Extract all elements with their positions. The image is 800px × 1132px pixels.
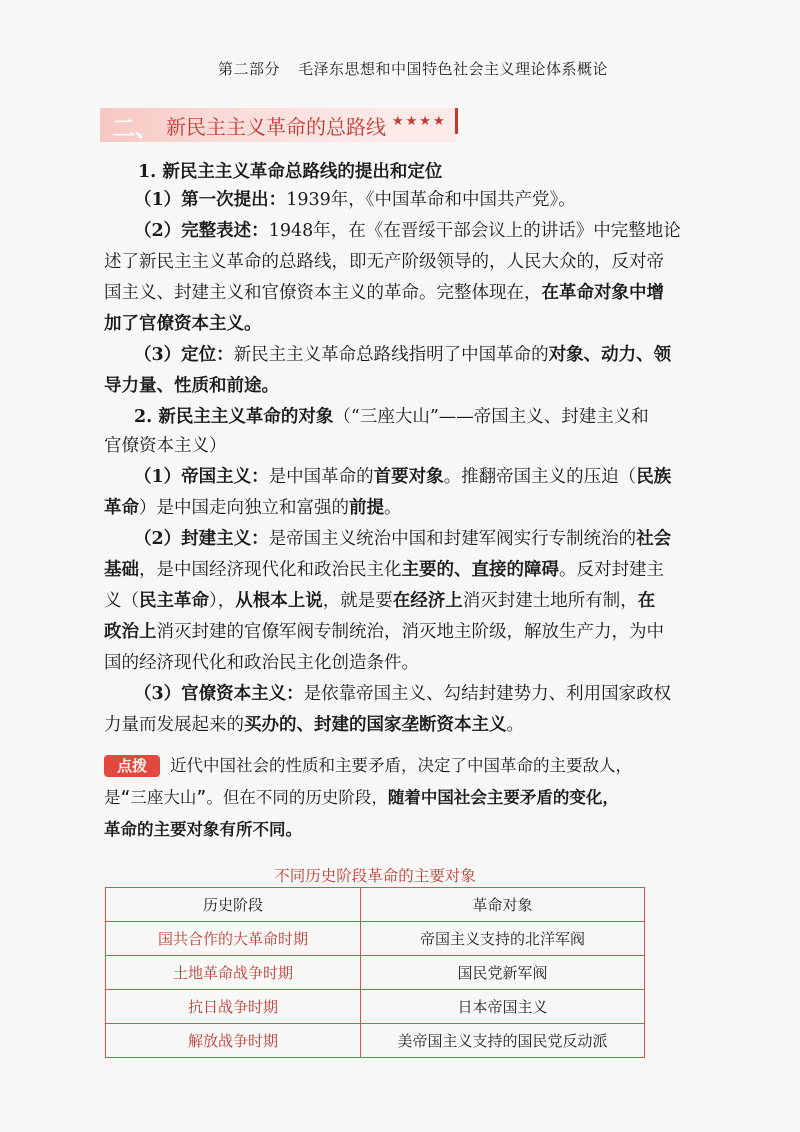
subheading-1: 1. 新民主主义革命总路线的提出和定位 [138, 162, 443, 182]
hint-badge: 点拨 [104, 755, 160, 777]
section-number: 二、 [112, 116, 158, 142]
section-divider [455, 108, 458, 134]
stage-cell: 土地革命战争时期 [106, 956, 361, 990]
paragraph-line: 加了官僚资本主义。 [104, 314, 262, 334]
revolution-targets-table [105, 887, 645, 1058]
paragraph-line: （1）第一次提出：1939年，《中国革命和中国共产党》。 [134, 190, 576, 210]
target-cell: 美帝国主义支持的国民党反动派 [361, 1024, 645, 1058]
paragraph-line: 革命）是中国走向独立和富强的前提。 [104, 498, 402, 518]
table-row [106, 1024, 645, 1058]
subheading-2: 2. 新民主主义革命的对象（“三座大山”——帝国主义、封建主义和 [134, 407, 649, 427]
paragraph-line: （2）封建主义：是帝国主义统治中国和封建军阀实行专制统治的社会 [134, 529, 672, 549]
paragraph-line: （1）帝国主义：是中国革命的首要对象。推翻帝国主义的压迫（民族 [134, 467, 672, 487]
table-row [106, 990, 645, 1024]
item-label: （1）第一次提出： [134, 190, 287, 210]
item-label: （2）封建主义： [134, 529, 269, 549]
paragraph-line: 力量而发展起来的买办的、封建的国家垄断资本主义。 [104, 715, 524, 735]
item-label: （2）完整表述： [134, 221, 269, 241]
paragraph-line: （3）官僚资本主义：是依靠帝国主义、勾结封建势力、利用国家政权 [134, 684, 672, 704]
paragraph-line: （3）定位：新民主主义革命总路线指明了中国革命的对象、动力、领 [134, 345, 672, 365]
hint-line: 革命的主要对象有所不同。 [104, 820, 302, 839]
section-title: 新民主主义革命的总路线 [166, 115, 386, 139]
hint-line: 是“三座大山”。但在不同的历史阶段，随着中国社会主要矛盾的变化， [104, 788, 619, 807]
stage-cell: 国共合作的大革命时期 [106, 922, 361, 956]
running-header [218, 58, 608, 79]
paragraph-line: 国的经济现代化和政治民主化创造条件。 [104, 653, 419, 673]
column-header: 历史阶段 [106, 888, 361, 922]
header-part: 第二部分 [218, 60, 281, 78]
column-header: 革命对象 [361, 888, 645, 922]
paragraph-line: 基础，是中国经济现代化和政治民主化主要的、直接的障碍。反对封建主 [104, 560, 664, 580]
hint-line: 近代中国社会的性质和主要矛盾，决定了中国革命的主要敌人， [170, 756, 632, 775]
paragraph-line: 官僚资本主义） [104, 436, 227, 456]
stage-cell: 抗日战争时期 [106, 990, 361, 1024]
header-title: 毛泽东思想和中国特色社会主义理论体系概论 [298, 60, 609, 78]
paragraph-line: 述了新民主主义革命的总路线，即无产阶级领导的，人民大众的，反对帝 [104, 252, 664, 272]
item-label: （1）帝国主义： [134, 467, 269, 487]
paragraph-line: （2）完整表述：1948年，在《在晋绥干部会议上的讲话》中完整地论 [134, 221, 681, 241]
paragraph-line: 政治上消灭封建的官僚军阀专制统治，消灭地主阶级，解放生产力，为中 [104, 622, 664, 642]
table-caption: 不同历史阶段革命的主要对象 [274, 867, 476, 885]
item-label: （3）定位： [134, 345, 234, 365]
importance-stars: ★★★★ [392, 114, 447, 129]
target-cell: 帝国主义支持的北洋军阀 [361, 922, 645, 956]
target-cell: 日本帝国主义 [361, 990, 645, 1024]
table-row [106, 956, 645, 990]
target-cell: 国民党新军阀 [361, 956, 645, 990]
item-label: （3）官僚资本主义： [134, 684, 304, 704]
table-row [106, 922, 645, 956]
table-header-row [106, 888, 645, 922]
stage-cell: 解放战争时期 [106, 1024, 361, 1058]
paragraph-line: 导力量、性质和前途。 [104, 376, 279, 396]
paragraph-line: 国主义、封建主义和官僚资本主义的革命。完整体现在，在革命对象中增 [104, 283, 664, 303]
paragraph-line: 义（民主革命），从根本上说，就是要在经济上消灭封建土地所有制，在 [104, 591, 656, 611]
